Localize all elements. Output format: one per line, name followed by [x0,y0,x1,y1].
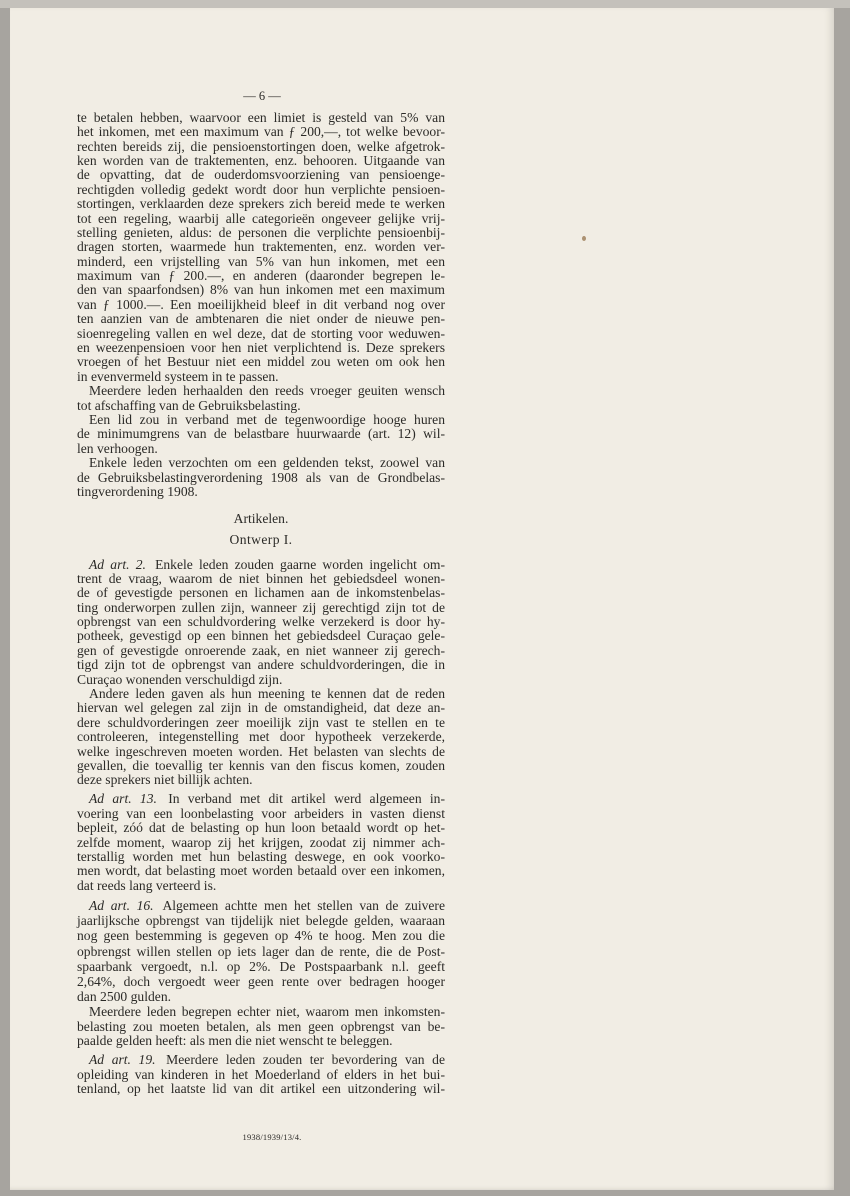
text-line: stelling genieten, aldus: de personen die verplichte pensioenbij- [77,224,445,240]
article-reference: Ad art. 16. [89,898,154,914]
article-reference: Ad art. 2. [89,556,146,572]
text-line: Andere leden gaven als hun meening te kennen dat de reden [89,686,445,702]
text-line: maximum van ƒ 200.—, en anderen (daaronder begrepen le- [77,268,445,284]
text-line: jaarlijksche opbrengst van tijdelijk niet belegde gelden, waaraan [77,913,445,929]
text-line: bepleit, zóó dat de belasting op hun loon betaald wordt op het- [77,820,445,836]
text-line: het inkomen, met een maximum van ƒ 200,—, tot welke bevoor- [77,124,445,140]
text-line: zelfde moment, waarop zij het krijgen, zoodat zij nimmer ach- [77,834,445,850]
text-line: tingverordening 1908. [77,483,198,499]
article-reference: Ad art. 19. [89,1052,156,1068]
text-line-content: Meerdere leden zouden ter bevordering van de [166,1052,445,1068]
text-line: spaarbank vergoedt, n.l. op 2%. De Postspaarbank n.l. geeft [77,958,445,974]
text-line: sioenregeling vallen en wel deze, dat de storting voor weduwen- [77,325,445,341]
text-line: deze sprekers niet billijk achten. [77,772,253,788]
text-line: van ƒ 1000.—. Een moeilijkheid bleef in dit verband nog over [77,296,445,312]
text-line: gen of gevestigde onroerende zaak, en niet wanneer zij gerech- [77,642,445,658]
text-line-content: Enkele leden zouden gaarne worden ingelicht om- [155,556,445,572]
text-line: voering van een loonbelasting voor arbeiders in vasten dienst [77,805,445,821]
text-line: hiervan wel gelegen zal zijn in de omstandigheid, dat deze an- [77,700,445,716]
section-subheading: Ontwerp I. [229,531,293,547]
paragraph [77,456,445,499]
text-line: in evenvermeld systeem in te passen. [77,368,279,384]
text-line-content: Algemeen achtte men het stellen van de zuivere [162,898,445,914]
text-line: welke ingeschreven moeten worden. Het belasten van slechts de [77,743,445,759]
scan-border [0,0,850,8]
paragraph [77,384,445,413]
text-line [77,558,445,572]
text-line: de of gevestigde personen en lichamen aan de inkomstenbelas- [77,585,445,601]
text-line: belasting zou moeten betalen, als men geen opbrengst van be- [77,1018,445,1034]
text-line: Enkele leden verzochten om een geldenden tekst, zoowel van [89,455,445,471]
text-line: opleiding van kinderen in het Moederland of elders in het bui- [77,1066,445,1082]
text-line: en weezenpensioen voor hen niet verplichtend is. Deze sprekers [77,340,445,356]
text-line: potheek, gevestigd op een binnen het gebiedsdeel Curaçao gele- [77,628,445,644]
text-line: len verhoogen. [77,440,158,456]
text-line: dan 2500 gulden. [77,988,172,1004]
text-line: men wordt, dat belasting moet worden betaald over een inkomen, [77,863,445,879]
text-line: Meerdere leden begrepen echter niet, waarom men inkomsten- [89,1004,445,1020]
paragraph [77,792,445,893]
text-column [77,111,445,1097]
text-line: ten aanzien van de ambtenaren die niet onder de nieuwe pen- [77,311,445,327]
text-line: ting onderworpen zullen zijn, wanneer zij gerechtigd zijn tot de [77,599,445,615]
text-line: den van spaarfondsen) 8% van hun inkomen met een maximum [77,282,445,298]
text-line: de opvatting, dat de ouderdomsvoorziening van pensioenge- [77,167,445,183]
text-line: gevallen, die toevallig ter kennis van den fiscus komen, zouden [77,757,445,773]
paragraph [77,111,445,384]
paragraph [77,1053,445,1096]
document-page [10,8,834,1190]
text-line-content: In verband met dit artikel werd algemeen in- [168,791,446,807]
paragraph [77,687,445,788]
text-line: rechtigden volledig gedekt wordt door hun verplichte pensioen- [77,181,445,197]
text-line: 2,64%, doch vergoedt weer geen rente over bedragen hooger [77,973,445,989]
article-reference: Ad art. 13. [89,791,157,807]
text-line: controleeren, integenstelling met door hypotheek verzekerde, [77,729,445,745]
paragraph [77,558,445,688]
text-line: Meerdere leden herhaalden den reeds vroeger geuiten wensch [89,383,445,399]
text-line: dragen storten, waarmede hun traktementen, enz. worden ver- [77,239,445,255]
text-line: stortingen, verklaarden deze sprekers zich bereid mede te werken [77,196,445,212]
text-line: de minimumgrens van de belastbare huurwaarde (art. 12) wil- [77,426,445,442]
text-line: Curaçao wonenden verschuldigd zijn. [77,671,283,687]
page-number: — 6 — [243,89,281,103]
text-line [77,898,445,913]
text-line: opbrengst van een schuldvordering welke verzekerd is door hy- [77,614,445,630]
text-line: dere schuldvorderingen zeer moeilijk zijn vast te stellen en te [77,714,445,730]
text-line: rechten bereids zij, die pensioenstortingen doen, welke afgetrok- [77,138,445,154]
text-line [77,1053,445,1067]
text-line: tot afschaffing van de Gebruiksbelasting. [77,397,301,413]
document-reference-code: 1938/1939/13/4. [242,1132,302,1142]
text-line: de Gebruiksbelastingverordening 1908 als van de Grondbelas- [77,469,445,485]
paragraph [77,413,445,456]
text-line: dat reeds lang verteerd is. [77,877,217,893]
text-line: paalde gelden heeft: als men die niet wenscht te beleggen. [77,1033,393,1048]
text-line: tigd zijn tot de opbrengst van andere schuldvorderingen, die in [77,657,445,673]
text-line: tenland, op het laatste lid van dit artikel een uitzondering wil- [77,1080,445,1096]
text-line: vroegen of het Bestuur niet een middel zou weten om ook hen [77,354,445,370]
text-line: nog geen bestemming is gegeven op 4% te hoog. Men zou die [77,928,445,944]
text-line: opbrengst willen stellen op iets lager dan de rente, die de Post- [77,943,445,959]
text-line: terstallig worden met hun belasting deswege, en ook voorko- [77,848,445,864]
paper-speck [582,236,586,241]
text-line [77,792,445,806]
text-line: te betalen hebben, waarvoor een limiet is gesteld van 5% van [77,109,445,125]
text-line: tot een regeling, waarbij alle categorieën ongeveer gelijke vrij- [77,210,445,226]
text-line: minderd, een vrijstelling van 5% van hun inkomen, met een [77,253,445,269]
section-heading: Artikelen. [233,510,289,526]
paragraph [77,898,445,1004]
text-line: ken worden van de traktementen, enz. behooren. Uitgaande van [77,152,445,168]
text-line: trent de vraag, waarom de niet binnen het gebiedsdeel wonen- [77,570,445,586]
text-line: Een lid zou in verband met de tegenwoordige hooge huren [89,412,445,427]
paragraph [77,1005,445,1048]
